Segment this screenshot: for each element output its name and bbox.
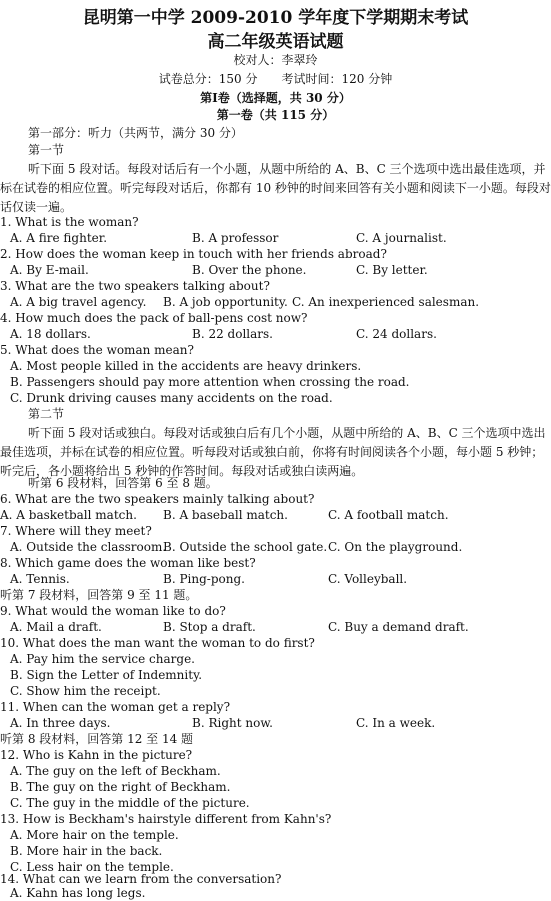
q7-option-b: B. Outside the school gate. [163, 540, 328, 554]
q14-option-a: A. Kahn has long legs. [10, 886, 146, 900]
q2-option-b: B. Over the phone. [192, 263, 307, 277]
section2-instructions: 听下面 5 段对话或独白。每段对话或独白后有几个小题，从题中所给的 A、B、C 三个选项中选出最佳选项，并标在试卷的相应位置。听每段对话或独白前，你将有时间阅读各个小题，每小题 5 秒钟；听完后，各小题将给出 5 秒钟的作答时间。每段对话或独白读两遍。 [0, 426, 546, 478]
q11-option-c: C. In a week. [356, 716, 436, 730]
exam-title: 昆明第一中学 2009-2010 学年度下学期期末考试 [82, 8, 469, 28]
question-12: 12. Who is Kahn in the picture? [0, 748, 193, 762]
q8-option-a: A. Tennis. [10, 572, 70, 586]
q13-option-c: C. Less hair on the temple. [10, 860, 174, 874]
question-8: 8. Which game does the woman like best? [0, 556, 256, 570]
question-1: 1. What is the woman? [0, 215, 139, 229]
q12-option-a: A. The guy on the left of Beckham. [10, 764, 221, 778]
q13-option-b: B. More hair in the back. [10, 844, 163, 858]
score-time: 试卷总分：150 分 考试时间：120 分钟 [158, 72, 393, 86]
question-3: 3. What are the two speakers talking about? [0, 279, 270, 293]
q2-option-a: A. By E-mail. [10, 263, 89, 277]
q5-option-a: A. Most people killed in the accidents are heavy drinkers. [10, 359, 362, 373]
question-5: 5. What does the woman mean? [0, 343, 194, 357]
q7-option-a: A. Outside the classroom. [10, 540, 167, 554]
material-6-instruction: 听第 6 段材料，回答第 6 至 8 题。 [28, 476, 218, 490]
q9-option-a: A. Mail a draft. [10, 620, 102, 634]
q9-option-b: B. Stop a draft. [163, 620, 256, 634]
q10-option-c: C. Show him the receipt. [10, 684, 161, 698]
q13-option-a: A. More hair on the temple. [10, 828, 179, 842]
q10-option-b: B. Sign the Letter of Indemnity. [10, 668, 203, 682]
q6-option-a: A. A basketball match. [0, 508, 137, 522]
question-2: 2. How does the woman keep in touch with her friends abroad? [0, 247, 387, 261]
part-one-label: 第一卷（共 115 分） [216, 108, 335, 122]
q1-option-a: A. A fire fighter. [10, 231, 108, 245]
section1-label: 第一节 [28, 143, 65, 157]
q5-option-c: C. Drunk driving causes many accidents on the road. [10, 391, 333, 405]
volume-label: 第Ⅰ卷（选择题，共 30 分） [200, 91, 351, 105]
q2-option-c: C. By letter. [356, 263, 428, 277]
q8-option-b: B. Ping-pong. [163, 572, 245, 586]
q6-option-c: C. A football match. [328, 508, 449, 522]
material-7-instruction: 听第 7 段材料，回答第 9 至 11 题。 [0, 588, 198, 602]
question-14: 14. What can we learn from the conversation? [0, 872, 282, 886]
q11-option-b: B. Right now. [192, 716, 273, 730]
section2-label: 第二节 [28, 407, 65, 421]
section1-instructions: 听下面 5 段对话。每段对话后有一个小题，从题中所给的 A、B、C 三个选项中选出最佳选项，并标在试卷的相应位置。听完每段对话后，你都有 10 秒钟的时间来回答有关小题和阅读下一小题。每段对话仅读一遍。 [0, 162, 551, 214]
q10-option-a: A. Pay him the service charge. [10, 652, 195, 666]
question-6: 6. What are the two speakers mainly talking about? [0, 492, 315, 506]
q12-option-b: B. The guy on the right of Beckham. [10, 780, 231, 794]
q8-option-c: C. Volleyball. [328, 572, 408, 586]
q9-option-c: C. Buy a demand draft. [328, 620, 469, 634]
q12-option-c: C. The guy in the middle of the picture. [10, 796, 250, 810]
q6-option-b: B. A baseball match. [163, 508, 288, 522]
q11-option-a: A. In three days. [10, 716, 111, 730]
question-7: 7. Where will they meet? [0, 524, 152, 538]
material-8-instruction: 听第 8 段材料，回答第 12 至 14 题 [0, 732, 194, 746]
question-11: 11. When can the woman get a reply? [0, 700, 231, 714]
q3-option-c: C. An inexperienced salesman. [292, 295, 480, 309]
proofreader: 校对人：李翠玲 [233, 53, 318, 67]
question-10: 10. What does the man want the woman to do first? [0, 636, 315, 650]
question-13: 13. How is Beckham's hairstyle different from Kahn's? [0, 812, 332, 826]
q5-option-b: B. Passengers should pay more attention when crossing the road. [10, 375, 410, 389]
q3-option-b: B. A job opportunity. [163, 295, 288, 309]
question-9: 9. What would the woman like to do? [0, 604, 226, 618]
q1-option-c: C. A journalist. [356, 231, 447, 245]
q1-option-b: B. A professor [192, 231, 279, 245]
question-4: 4. How much does the pack of ball-pens cost now? [0, 311, 308, 325]
exam-subtitle: 高二年级英语试题 [207, 32, 344, 52]
q4-option-c: C. 24 dollars. [356, 327, 437, 341]
q7-option-c: C. On the playground. [328, 540, 463, 554]
q3-option-a: A. A big travel agency. [10, 295, 147, 309]
q4-option-b: B. 22 dollars. [192, 327, 273, 341]
listening-section-title: 第一部分：听力（共两节，满分 30 分） [28, 126, 243, 140]
q4-option-a: A. 18 dollars. [10, 327, 91, 341]
